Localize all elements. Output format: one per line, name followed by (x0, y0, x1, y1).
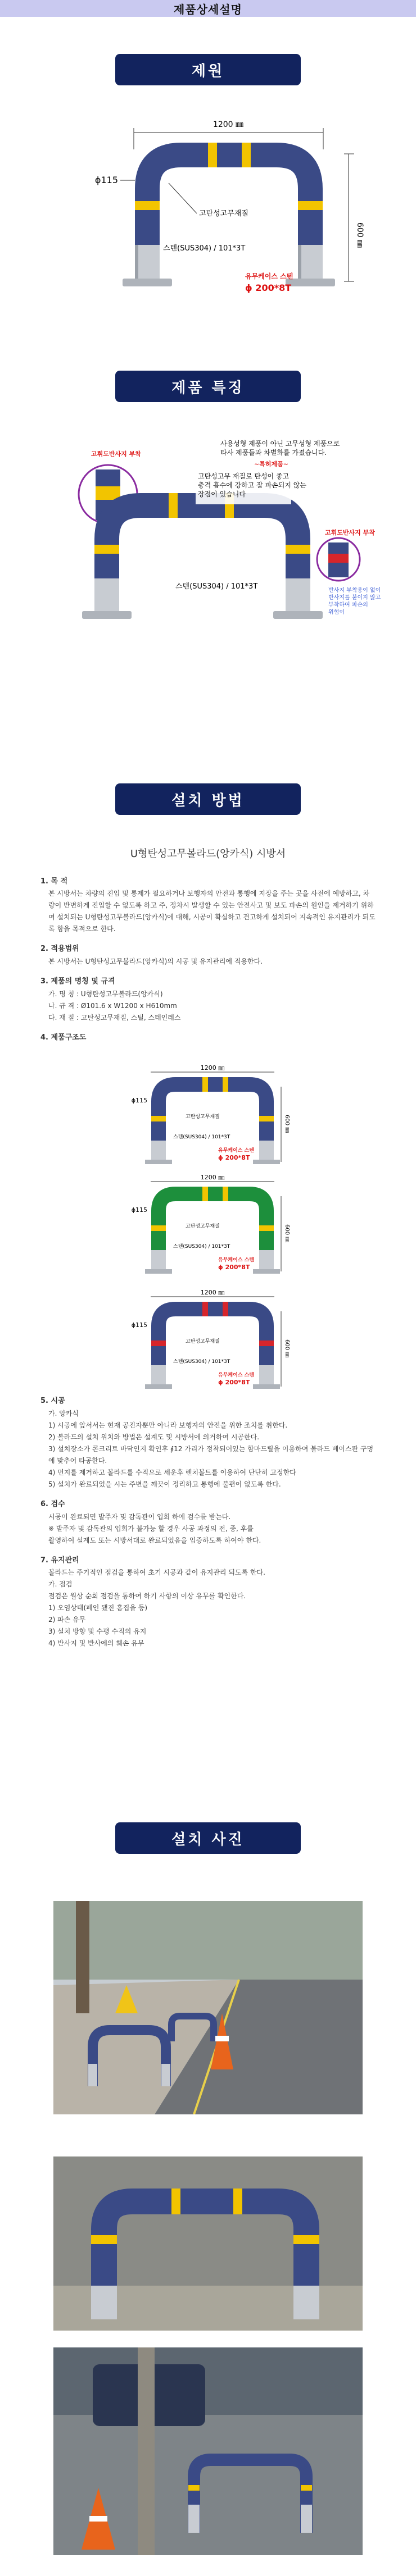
struct-rubber: 고탄성고무재질 (186, 1224, 220, 1229)
doc-title: U형탄성고무볼라드(앙카식) 시방서 (130, 848, 286, 860)
doc-s5-title: 5. 시공 (40, 1397, 65, 1405)
install-photo-1 (53, 1901, 363, 2114)
struct-plate-label: 유무케이스 스텐 (218, 1148, 254, 1153)
spec-drawing (0, 110, 416, 312)
struct-width: 1200 ㎜ (200, 1174, 225, 1181)
doc-s5-item: 4) 먼지를 제거하고 볼라드를 수직으로 세운후 렌치볼트를 이용하여 단단히 고정한다 (48, 1468, 296, 1476)
doc-s5-item: 5) 설치가 완료되었을 시는 주변을 깨끗이 정리하고 통행에 불편이 없도록 한다. (48, 1480, 281, 1488)
doc-s7-item: 4) 반사지 및 반사에의 훼손 유무 (48, 1639, 144, 1648)
feature-reflector-note: 반사지 부착용이 없이 반사지를 붙이지 않고 부착하여 파손의 위험이 (328, 587, 381, 615)
doc-s5-item: 1) 시공에 앞서서는 현재 공진자뿐만 아니라 보행자의 안전을 위한 조치를 취한다. (48, 1421, 288, 1429)
structure-drawings (0, 1064, 416, 1407)
struct-width: 1200 ㎜ (200, 1289, 225, 1296)
doc-s7-item: 점검은 월상 순회 점검을 통하여 하기 사항의 이상 유무를 확인한다. (48, 1592, 246, 1601)
features-drawing (0, 427, 416, 651)
struct-steel: 스텐(SUS304) / 101*3T (173, 1244, 230, 1250)
doc-s7-item: 1) 오염상태(페인 됐진 흠집을 등) (48, 1604, 148, 1612)
struct-plate-label: 유무케이스 스텐 (218, 1257, 254, 1263)
spec-plate-label: 유무케이스 스텐 (245, 272, 293, 280)
photos-section (0, 1822, 416, 1854)
doc-s6-item: 시공이 완료되면 발주자 및 감독관이 입회 하에 검수를 받는다. (48, 1512, 231, 1521)
doc-s6-title: 6. 검수 (40, 1499, 65, 1508)
page-title: 제품상세설명 (174, 2, 242, 16)
doc-s4-title: 4. 제품구조도 (40, 1033, 87, 1042)
doc-s2-title: 2. 적용범위 (40, 945, 79, 954)
install-photo-2 (53, 2156, 363, 2331)
install-photo-3 (53, 2347, 363, 2555)
struct-diameter: ϕ115 (131, 1206, 147, 1214)
features-section-header: 제품 특징 (115, 371, 301, 402)
install-section-header: 설치 방법 (115, 783, 301, 815)
doc-s3-item: 다. 재 질 : 고탄성고무재질, 스틸, 스테인레스 (48, 1013, 181, 1022)
spec-steel-label: 스텐(SUS304) / 101*3T (163, 244, 246, 253)
struct-height: 600 ㎜ (284, 1224, 290, 1243)
struct-diameter: ϕ115 (131, 1321, 147, 1329)
doc-s7-item: 가. 점검 (48, 1580, 73, 1589)
photos-section-header: 설치 사진 (115, 1822, 301, 1854)
doc-s5-item: 3) 설치장소가 콘크리트 바닥인지 확인후 ∮12 가리가 정착되어있는 함마드릴을 이용하여 볼라드 베이스판 구멍에 맞추어 타공한다. (48, 1444, 374, 1465)
doc-s3-item: 나. 규 격 : Ø101.6 x W1200 x H610mm (48, 1001, 177, 1010)
doc-s2-body: 본 시방서는 U형탄성고무볼라드(앙카식)의 시공 및 유지관리에 적용한다. (48, 958, 263, 965)
spec-section-header: 제원 (115, 54, 301, 85)
install-section (0, 783, 416, 815)
struct-height: 600 ㎜ (284, 1115, 290, 1133)
spec-document-cont (40, 1387, 376, 1649)
struct-plate-size: ϕ 200*8T (218, 1379, 250, 1386)
doc-s7-item: 볼라드는 주기적인 점검을 통하여 초기 시공과 같이 유지관리 되도록 한다. (48, 1569, 265, 1577)
doc-s7-item: 2) 파손 유무 (48, 1616, 86, 1624)
spec-plate-size: ϕ 200*8T (245, 282, 292, 293)
structure-variant-2 (132, 1174, 290, 1274)
doc-s6-item: ※ 발주자 및 감독관의 입회가 불가능 할 경우 사공 과정의 전, 중, 후를 (48, 1524, 254, 1533)
struct-plate-size: ϕ 200*8T (218, 1154, 250, 1161)
struct-plate-label: 유무케이스 스텐 (218, 1373, 254, 1378)
struct-steel: 스텐(SUS304) / 101*3T (173, 1359, 230, 1365)
doc-s7-title: 7. 유지관리 (40, 1556, 79, 1565)
doc-s6-item: 촬영하여 설계도 또는 시방서대로 완료되었음을 입증하도록 하여야 한다. (48, 1536, 261, 1544)
struct-height: 600 ㎜ (284, 1339, 290, 1358)
feature-reflector-left: 고휘도반사지 부착 (91, 450, 141, 458)
doc-s3-title: 3. 제품의 명칭 및 규격 (40, 977, 115, 986)
doc-s5-item: 가. 앙카식 (48, 1409, 79, 1417)
page-title-bar (0, 0, 416, 17)
feature-steel-label: 스텐(SUS304) / 101*3T (175, 582, 258, 591)
struct-rubber: 고탄성고무재질 (186, 1339, 220, 1344)
struct-width: 1200 ㎜ (200, 1064, 225, 1072)
spec-section (0, 54, 416, 85)
struct-rubber: 고탄성고무재질 (186, 1114, 220, 1120)
struct-plate-size: ϕ 200*8T (218, 1264, 250, 1271)
doc-s7-item: 3) 설치 방향 및 수평 수직의 유지 (48, 1627, 147, 1636)
spec-width-label: 1200 ㎜ (212, 120, 244, 129)
spec-document (40, 845, 376, 1045)
doc-s5-item: 2) 볼라드의 설치 위치와 방법은 설계도 및 시방서에 의거하여 시공한다. (48, 1433, 260, 1441)
spec-diameter-label: ϕ115 (94, 175, 118, 185)
doc-s1-title: 1. 목 적 (40, 877, 68, 886)
feature-reflector-right: 고휘도반사지 부착 (325, 529, 375, 536)
structure-variant-1 (132, 1064, 290, 1164)
feature-callout-sub: ~특허제품~ (254, 461, 288, 468)
doc-s1-body: 본 시방서는 차량의 진입 및 통제가 필요하거나 보행자의 안전과 통행에 지장을 주는 곳을 사전에 예방하고, 차량이 반변하게 진입할 수 없도록 하고 주, 정차시 발생할 수 있는 안전사고 및 보도 파손의 원인을 제거하기 위하여 설치되는 U형탄성고무볼라드(앙카식)에 대해, 시공이 확실하고 견고하게 설치되어 지속적인 유지관리가 되도록 함을 목적으로 한다. (48, 890, 376, 933)
spec-height-label: 600 ㎜ (355, 222, 364, 248)
spec-rubber-label: 고탄성고무재질 (199, 209, 248, 218)
structure-variant-3 (132, 1289, 290, 1389)
struct-steel: 스텐(SUS304) / 101*3T (173, 1134, 230, 1140)
feature-callout-main: 사용성형 제품이 아닌 고무성형 제품으로 타사 제품들과 차별화를 가졌습니다. (220, 440, 340, 457)
feature-rubber-note: 고탄성고무 재질로 탄성이 좋고 충격 흡수에 강하고 잘 파손되지 않는 장점이 있습니다 (198, 472, 306, 498)
features-section (0, 371, 416, 402)
struct-diameter: ϕ115 (131, 1097, 147, 1104)
doc-s3-item: 가. 명 칭 : U형탄성고무볼라드(앙카식) (48, 990, 163, 998)
